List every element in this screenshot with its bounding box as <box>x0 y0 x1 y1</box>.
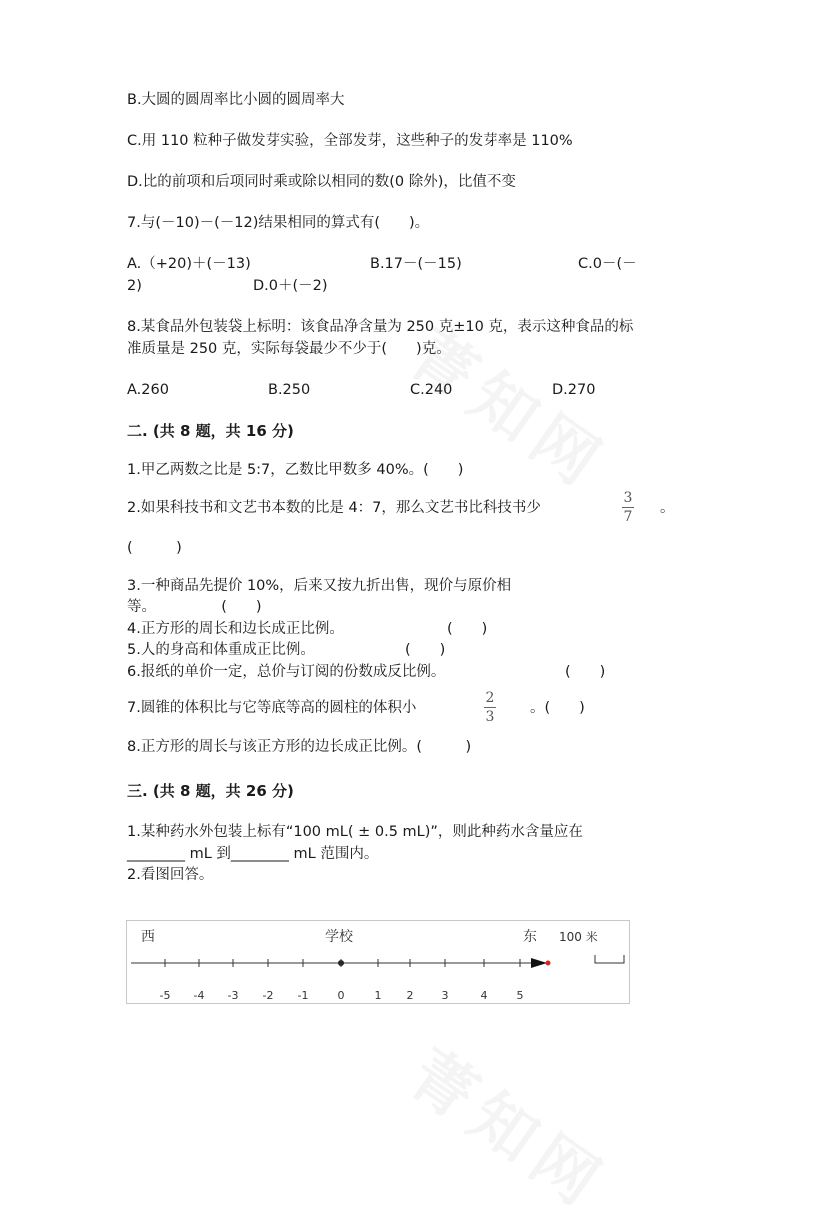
axis-arrow <box>531 958 547 968</box>
fraction-numerator: 3 <box>623 490 633 506</box>
s2-q5-paren: ( ) <box>405 642 446 658</box>
section2-heading: 二. (共 8 题，共 16 分) <box>127 422 294 440</box>
s2-q2-fraction <box>622 490 634 525</box>
s2-q5: 5.人的身高和体重成正比例。 <box>127 642 315 658</box>
watermark <box>394 1025 629 1227</box>
label-school: 学校 <box>325 929 353 945</box>
q8-option-d: D.270 <box>552 382 596 398</box>
q7-option-d: D.0＋(－2) <box>253 278 328 294</box>
s2-q3-line2: 等。 ( ) <box>127 599 262 615</box>
tick-label: 1 <box>374 989 382 1002</box>
tick-label: 0 <box>337 989 345 1002</box>
q7-option-c-part1: C.0－(－ <box>578 256 637 272</box>
q7-option-b: B.17－(－15) <box>370 256 462 272</box>
s2-q2-text: 2.如果科技书和文艺书本数的比是 4：7，那么文艺书比科技书少 <box>127 500 541 516</box>
s2-q2-end: 。 <box>660 500 675 516</box>
s3-q2: 2.看图回答。 <box>127 867 214 883</box>
s2-q7-end: 。( ) <box>530 700 585 716</box>
q8-stem-line2: 准质量是 250 克，实际每袋最少不少于( )克。 <box>127 341 451 357</box>
q6-option-b: B.大圆的圆周率比小圆的圆周率大 <box>127 92 345 108</box>
q8-option-b: B.250 <box>268 382 311 398</box>
tick-label: -5 <box>159 989 171 1002</box>
s2-q2-paren: ( ) <box>127 540 182 556</box>
scale-bracket <box>595 955 624 963</box>
s3-q1-line1: 1.某种药水外包装上标有“100 mL( ± 0.5 mL)”，则此种药水含量应在 <box>127 824 583 840</box>
fraction-denominator: 3 <box>485 709 495 725</box>
q7-option-c-part2: 2) <box>127 278 142 294</box>
arrow-endpoint-dot <box>546 961 551 966</box>
s2-q6: 6.报纸的单价一定，总价与订阅的份数成反比例。 <box>127 664 446 680</box>
section3-heading: 三. (共 8 题，共 26 分) <box>127 782 294 800</box>
fraction-bar <box>484 707 496 708</box>
q8-option-a: A.260 <box>127 382 169 398</box>
s2-q6-paren: ( ) <box>565 664 606 680</box>
s2-q7-fraction <box>484 690 496 725</box>
s2-q3-line1: 3.一种商品先提价 10%，后来又按九折出售，现价与原价相 <box>127 578 512 594</box>
s2-q8: 8.正方形的周长与该正方形的边长成正比例。( ) <box>127 739 472 755</box>
label-east: 东 <box>523 929 537 945</box>
s3-q1-line2: ________ mL 到________ mL 范围内。 <box>127 846 379 862</box>
q7-option-a: A.（+20)＋(－13) <box>127 256 251 272</box>
tick-label: -2 <box>262 989 274 1002</box>
s2-q7-text: 7.圆锥的体积比与它等底等高的圆柱的体积小 <box>127 700 417 716</box>
tick-label: -3 <box>227 989 239 1002</box>
s2-q1: 1.甲乙两数之比是 5:7，乙数比甲数多 40%。( ) <box>127 462 464 478</box>
tick-label: 4 <box>480 989 488 1002</box>
tick-label: -4 <box>193 989 205 1002</box>
s2-q4-paren: ( ) <box>447 621 488 637</box>
tick-label: 3 <box>441 989 449 1002</box>
label-west: 西 <box>141 929 155 945</box>
q7-stem: 7.与(－10)－(－12)结果相同的算式有( )。 <box>127 215 430 231</box>
q8-option-c: C.240 <box>410 382 453 398</box>
number-line-svg <box>127 921 631 1005</box>
tick-label: 2 <box>406 989 414 1002</box>
q8-stem-line1: 8.某食品外包装袋上标明：该食品净含量为 250 克±10 克，表示这种食品的标 <box>127 319 634 335</box>
fraction-numerator: 2 <box>485 690 495 706</box>
fraction-denominator: 7 <box>623 509 633 525</box>
tick-label: 5 <box>516 989 524 1002</box>
s2-q4: 4.正方形的周长和边长成正比例。 <box>127 621 344 637</box>
label-scale: 100 米 <box>559 930 598 944</box>
number-line-figure <box>126 920 630 1004</box>
fraction-bar <box>622 507 634 508</box>
tick-label: -1 <box>297 989 309 1002</box>
q6-option-c: C.用 110 粒种子做发芽实验，全部发芽，这些种子的发芽率是 110% <box>127 133 573 149</box>
q6-option-d: D.比的前项和后项同时乘或除以相同的数(0 除外)，比值不变 <box>127 174 516 190</box>
